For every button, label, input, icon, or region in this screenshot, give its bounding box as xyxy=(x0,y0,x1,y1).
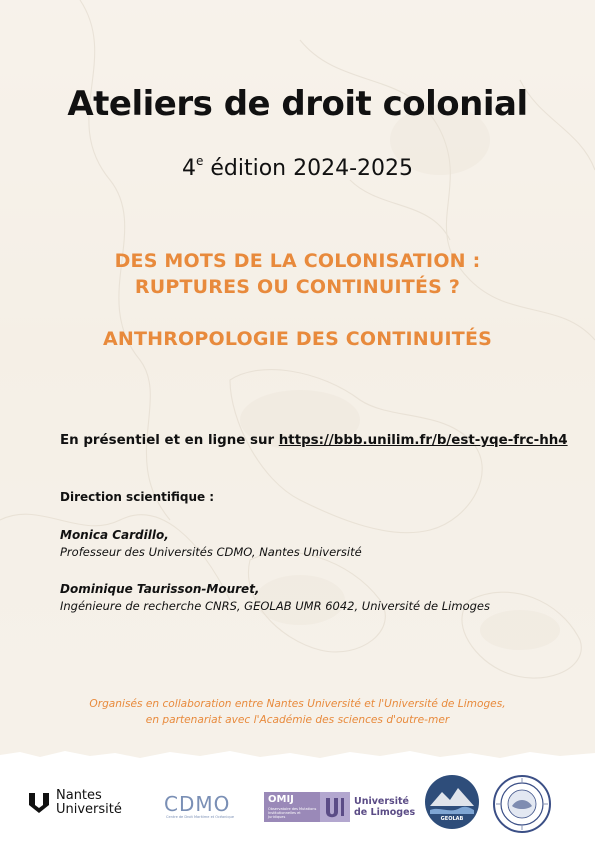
access-info xyxy=(60,433,580,448)
limoges-line-2: de Limoges xyxy=(354,807,416,818)
theme-line-1: DES MOTS DE LA COLONISATION : xyxy=(114,250,481,272)
theme-line-2: RUPTURES OU CONTINUITÉS ? xyxy=(134,276,461,298)
collaboration-line-2: en partenariat avec l'Académie des sciences d'outre-mer xyxy=(145,714,450,726)
edition-line xyxy=(0,156,595,181)
omij-logo xyxy=(264,792,320,822)
nantes-line-2: Université xyxy=(56,802,122,817)
cdmo-text: CDMO xyxy=(164,792,231,816)
person-name: Monica Cardillo, xyxy=(60,528,169,542)
omij-subtitle: Observatoire des Mutations Institutionnelles et Juridiques xyxy=(268,807,317,819)
collaboration-line-1: Organisés en collaboration entre Nantes Université et l'Université de Limoges, xyxy=(89,698,506,710)
omij-text: OMIJ xyxy=(268,794,294,805)
page-title: Ateliers de droit colonial xyxy=(67,84,528,124)
geolab-logo xyxy=(424,774,480,830)
edition-number: 4 xyxy=(181,156,196,181)
limoges-mark-icon xyxy=(320,792,350,822)
nantes-mark-icon xyxy=(28,792,50,814)
academie-seal-logo xyxy=(492,774,552,834)
universite-limoges-logo xyxy=(320,792,420,822)
limoges-line-1: Université xyxy=(354,796,409,807)
academie-seal-icon xyxy=(492,774,552,834)
geolab-text: GEOLAB xyxy=(440,816,464,822)
nantes-line-1: Nantes xyxy=(56,788,102,803)
access-prefix: En présentiel et en ligne sur xyxy=(60,433,279,448)
nantes-universite-logo xyxy=(28,788,146,820)
edition-suffix: e xyxy=(195,154,204,168)
edition-text: édition 2024-2025 xyxy=(203,156,414,181)
direction-label: Direction scientifique : xyxy=(60,490,215,504)
theme-line-3: ANTHROPOLOGIE DES CONTINUITÉS xyxy=(102,328,493,350)
cdmo-logo xyxy=(160,792,240,822)
person-role: Professeur des Universités CDMO, Nantes Université xyxy=(60,545,362,559)
person-role: Ingénieure de recherche CNRS, GEOLAB UMR 6042, Université de Limoges xyxy=(60,599,490,613)
person-name: Dominique Taurisson-Mouret, xyxy=(60,582,260,596)
cdmo-subtitle: Centre de Droit Maritime et Océanique xyxy=(166,815,234,819)
online-link[interactable]: https://bbb.unilim.fr/b/est-yqe-frc-hh4 xyxy=(278,433,568,448)
